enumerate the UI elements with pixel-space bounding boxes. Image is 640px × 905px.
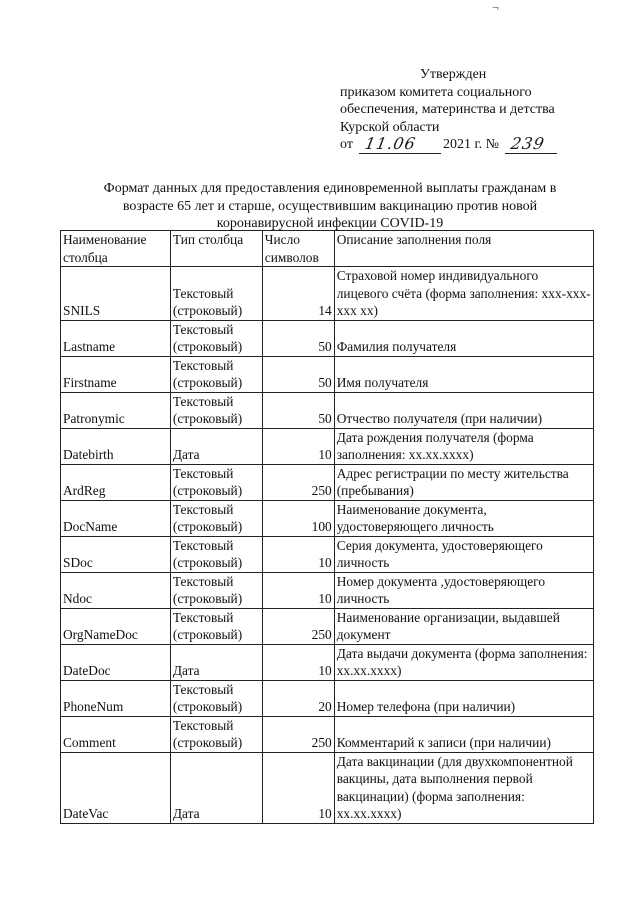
- field-length-cell: 250: [262, 608, 334, 644]
- field-name-cell: Firstname: [61, 356, 171, 392]
- field-name-cell: Datebirth: [61, 428, 171, 464]
- field-description-cell: Номер документа ,удостоверяющего личность: [334, 572, 593, 608]
- field-description-cell: Отчество получателя (при наличии): [334, 392, 593, 428]
- table-row: [61, 320, 594, 356]
- field-type-cell: Дата: [170, 644, 262, 680]
- field-length-cell: 14: [262, 267, 334, 321]
- field-length-cell: 250: [262, 716, 334, 752]
- number-blank: [505, 134, 557, 154]
- table-row: [61, 428, 594, 464]
- field-description-cell: Серия документа, удостоверяющего личность: [334, 536, 593, 572]
- field-name-cell: DateVac: [61, 752, 171, 823]
- table-row: [61, 716, 594, 752]
- field-length-cell: 50: [262, 320, 334, 356]
- table-row: [61, 464, 594, 500]
- approval-line-1: приказом комитета социального: [340, 84, 532, 100]
- field-length-cell: 10: [262, 572, 334, 608]
- field-description-cell: Номер телефона (при наличии): [334, 680, 593, 716]
- approval-title: Утвержден: [420, 67, 487, 82]
- field-type-cell: Текстовый (строковый): [170, 608, 262, 644]
- data-format-table: [60, 230, 594, 824]
- field-description-cell: Страховой номер индивидуального лицевого счёта (форма заполнения: ххх-ххх-ххх хх): [334, 267, 593, 321]
- field-description-cell: Комментарий к записи (при наличии): [334, 716, 593, 752]
- field-length-cell: 10: [262, 752, 334, 823]
- header-char-count: Число символов: [262, 231, 334, 267]
- field-type-cell: Текстовый (строковый): [170, 716, 262, 752]
- header-column-type: Тип столбца: [170, 231, 262, 267]
- field-description-cell: Дата рождения получателя (форма заполнения: хх.хх.хххх): [334, 428, 593, 464]
- field-length-cell: 10: [262, 644, 334, 680]
- corner-mark: ¬: [492, 0, 499, 14]
- table-row: [61, 680, 594, 716]
- field-name-cell: Patronymic: [61, 392, 171, 428]
- table-header-row: [61, 231, 594, 267]
- field-name-cell: DateDoc: [61, 644, 171, 680]
- field-length-cell: 20: [262, 680, 334, 716]
- handwritten-number: 239: [509, 134, 547, 154]
- field-type-cell: Текстовый (строковый): [170, 572, 262, 608]
- field-description-cell: Дата вакцинации (для двухкомпонентной вакцины, дата выполнения первой вакцинации) (форма заполнения: хх.хх.хххх): [334, 752, 593, 823]
- title-line-3: коронавирусной инфекции COVID-19: [216, 216, 444, 231]
- field-type-cell: Текстовый (строковый): [170, 267, 262, 321]
- table-row: [61, 392, 594, 428]
- field-description-cell: Адрес регистрации по месту жительства (пребывания): [334, 464, 593, 500]
- field-name-cell: OrgNameDoc: [61, 608, 171, 644]
- field-length-cell: 100: [262, 500, 334, 536]
- field-description-cell: Дата выдачи документа (форма заполнения: хх.хх.хххх): [334, 644, 593, 680]
- field-name-cell: PhoneNum: [61, 680, 171, 716]
- field-length-cell: 250: [262, 464, 334, 500]
- field-type-cell: Текстовый (строковый): [170, 356, 262, 392]
- table-row: [61, 500, 594, 536]
- title-line-1: Формат данных для предоставления единовременной выплаты гражданам в: [103, 181, 557, 196]
- field-length-cell: 10: [262, 428, 334, 464]
- table-row: [61, 608, 594, 644]
- field-name-cell: Lastname: [61, 320, 171, 356]
- year-suffix: 2021 г. №: [442, 137, 499, 153]
- field-type-cell: Дата: [170, 428, 262, 464]
- date-blank: [359, 134, 441, 154]
- field-description-cell: Фамилия получателя: [334, 320, 593, 356]
- field-name-cell: SDoc: [61, 536, 171, 572]
- field-description-cell: Наименование документа, удостоверяющего личность: [334, 500, 593, 536]
- approval-date-line: [340, 136, 630, 154]
- field-length-cell: 50: [262, 356, 334, 392]
- table-row: [61, 644, 594, 680]
- approval-block: [340, 66, 630, 154]
- title-line-2: возрасте 65 лет и старше, осуществившим вакцинацию против новой: [122, 198, 538, 214]
- table-body: [61, 267, 594, 824]
- field-length-cell: 10: [262, 536, 334, 572]
- field-name-cell: DocName: [61, 500, 171, 536]
- field-type-cell: Текстовый (строковый): [170, 680, 262, 716]
- table-row: [61, 267, 594, 321]
- approval-line-2: обеспечения, материнства и детства: [340, 102, 555, 118]
- field-type-cell: Текстовый (строковый): [170, 392, 262, 428]
- table-row: [61, 536, 594, 572]
- handwritten-date: 11.06: [363, 134, 418, 154]
- document-title: [60, 180, 600, 233]
- table-row: [61, 752, 594, 823]
- table-row: [61, 356, 594, 392]
- table-row: [61, 572, 594, 608]
- date-prefix: от: [340, 137, 353, 153]
- field-type-cell: Текстовый (строковый): [170, 536, 262, 572]
- header-column-name: Наименование столбца: [61, 231, 171, 267]
- field-description-cell: Наименование организации, выдавшей документ: [334, 608, 593, 644]
- field-type-cell: Текстовый (строковый): [170, 500, 262, 536]
- approval-line-3: Курской области: [340, 119, 440, 135]
- field-length-cell: 50: [262, 392, 334, 428]
- field-name-cell: Comment: [61, 716, 171, 752]
- field-description-cell: Имя получателя: [334, 356, 593, 392]
- field-type-cell: Текстовый (строковый): [170, 464, 262, 500]
- field-name-cell: Ndoc: [61, 572, 171, 608]
- field-type-cell: Текстовый (строковый): [170, 320, 262, 356]
- field-type-cell: Дата: [170, 752, 262, 823]
- field-name-cell: ArdReg: [61, 464, 171, 500]
- header-description: Описание заполнения поля: [334, 231, 593, 267]
- field-name-cell: SNILS: [61, 267, 171, 321]
